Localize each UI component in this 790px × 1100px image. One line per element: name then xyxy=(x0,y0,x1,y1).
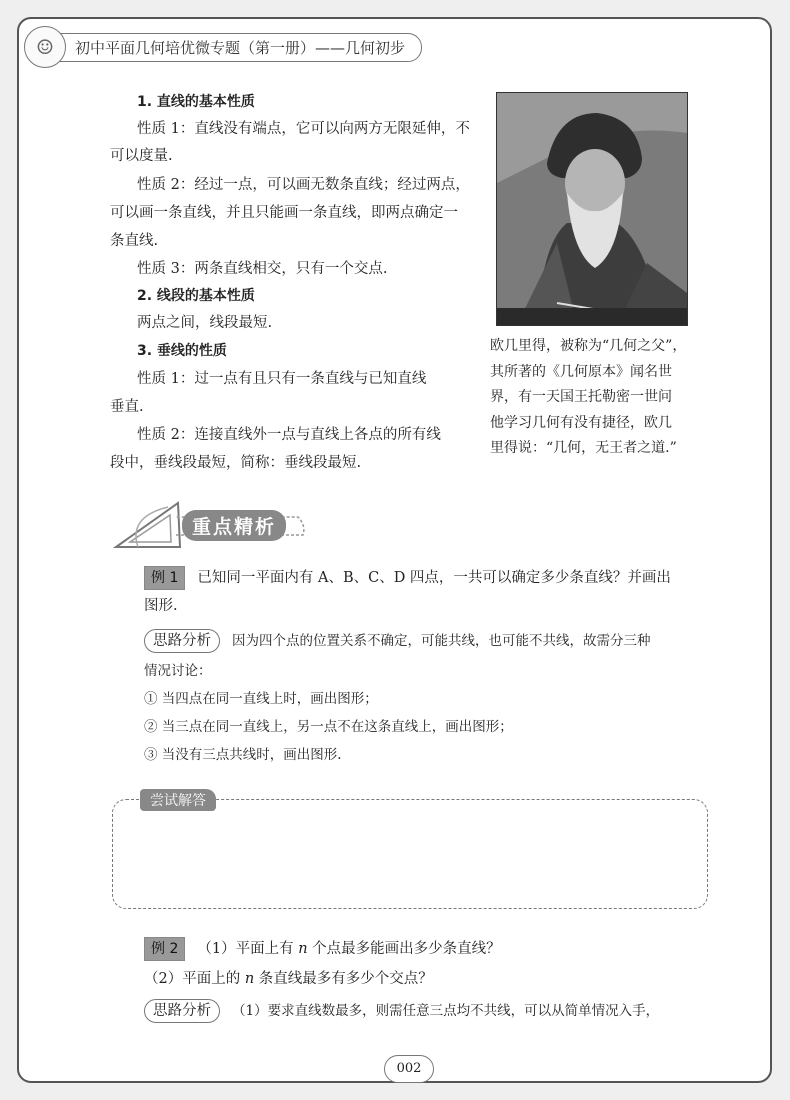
example2-question2 xyxy=(144,966,433,993)
section2-text: 两点之间，线段最短. xyxy=(137,315,273,331)
example1-case3: ③ 当没有三点共线时，画出图形. xyxy=(144,747,342,763)
example1-analysis-line2: 情况讨论： xyxy=(144,663,212,679)
key-analysis-banner: 重点精析 xyxy=(182,510,286,541)
example1-question-line1 xyxy=(144,565,671,592)
caption-line1: 欧几里得，被称为“几何之父”， xyxy=(490,338,687,354)
section3-p2-line2: 段中，垂线段最短，简称：垂线段最短. xyxy=(110,455,362,471)
section3-p1-line2: 垂直. xyxy=(110,399,144,415)
example1-question-line2: 图形. xyxy=(144,598,178,614)
example2-q2-pre: （2）平面上的 xyxy=(144,971,245,987)
section3-p2-line1: 性质 2：连接直线外一点与直线上各点的所有线 xyxy=(137,427,441,443)
example2-q2-var: n xyxy=(244,971,255,987)
section3-p1-line1: 性质 1：过一点有且只有一条直线与已知直线 xyxy=(137,371,427,387)
section1-heading: 1. 直线的基本性质 xyxy=(137,94,255,110)
example2-think-tag: 思路分析 xyxy=(144,999,220,1023)
caption-line2: 其所著的《几何原本》闻名世 xyxy=(490,363,672,380)
section3-heading: 3. 垂线的性质 xyxy=(137,343,227,359)
try-answer-tag: 尝试解答 xyxy=(140,789,216,811)
caption-line3: 界，有一天国王托勒密一世问 xyxy=(490,389,672,405)
page-number: 002 xyxy=(384,1055,434,1083)
example1-analysis-line1 xyxy=(144,628,651,655)
book-logo-icon: ☺ xyxy=(24,26,66,68)
section1-p3: 性质 3：两条直线相交，只有一个交点. xyxy=(137,261,388,277)
section1-p2-line1: 性质 2：经过一点，可以画无数条直线；经过两点， xyxy=(137,177,470,193)
example2-question1 xyxy=(144,936,501,963)
example2-q2-post: 条直线最多有多少个交点？ xyxy=(254,971,433,987)
section1-p1-line1: 性质 1：直线没有端点，它可以向两方无限延伸，不 xyxy=(137,121,470,137)
example1-tag: 例 1 xyxy=(144,566,185,590)
section1-p2-line3: 条直线. xyxy=(110,233,159,249)
section1-p2-line2: 可以画一条直线，并且只能画一条直线，即两点确定一 xyxy=(110,205,458,221)
example1-question-text: 已知同一平面内有 A、B、C、D 四点，一共可以确定多少条直线？并画出 xyxy=(197,570,671,586)
header-title: 初中平面几何培优微专题（第一册）——几何初步 xyxy=(56,33,422,62)
caption-line5: 里得说：“几何，无王者之道.” xyxy=(490,440,677,456)
example2-analysis-text: （1）要求直线数最多，则需任意三点均不共线，可以从简单情况入手， xyxy=(232,1003,660,1019)
section1-p1-line2: 可以度量. xyxy=(110,148,173,164)
portrait-caption xyxy=(490,334,705,462)
example2-tag: 例 2 xyxy=(144,937,185,961)
euclid-portrait-image xyxy=(496,92,688,326)
section2-heading: 2. 线段的基本性质 xyxy=(137,288,255,304)
example1-analysis-text: 因为四个点的位置关系不确定，可能共线，也可能不共线，故需分三种 xyxy=(232,633,651,649)
page-header xyxy=(24,32,422,62)
example1-think-tag: 思路分析 xyxy=(144,629,220,653)
example1-case1: ① 当四点在同一直线上时，画出图形； xyxy=(144,691,378,707)
example2-analysis-line1 xyxy=(144,998,659,1025)
example2-q1-var: n xyxy=(298,941,308,957)
answer-area[interactable] xyxy=(112,799,708,909)
portrait-illustration xyxy=(497,93,687,325)
example2-q1-pre: （1）平面上有 xyxy=(197,941,299,957)
example1-case2: ② 当三点在同一直线上，另一点不在这条直线上，画出图形； xyxy=(144,719,513,735)
example2-q1-post: 个点最多能画出多少条直线？ xyxy=(307,941,501,957)
caption-line4: 他学习几何有没有捷径，欧几 xyxy=(490,414,672,431)
